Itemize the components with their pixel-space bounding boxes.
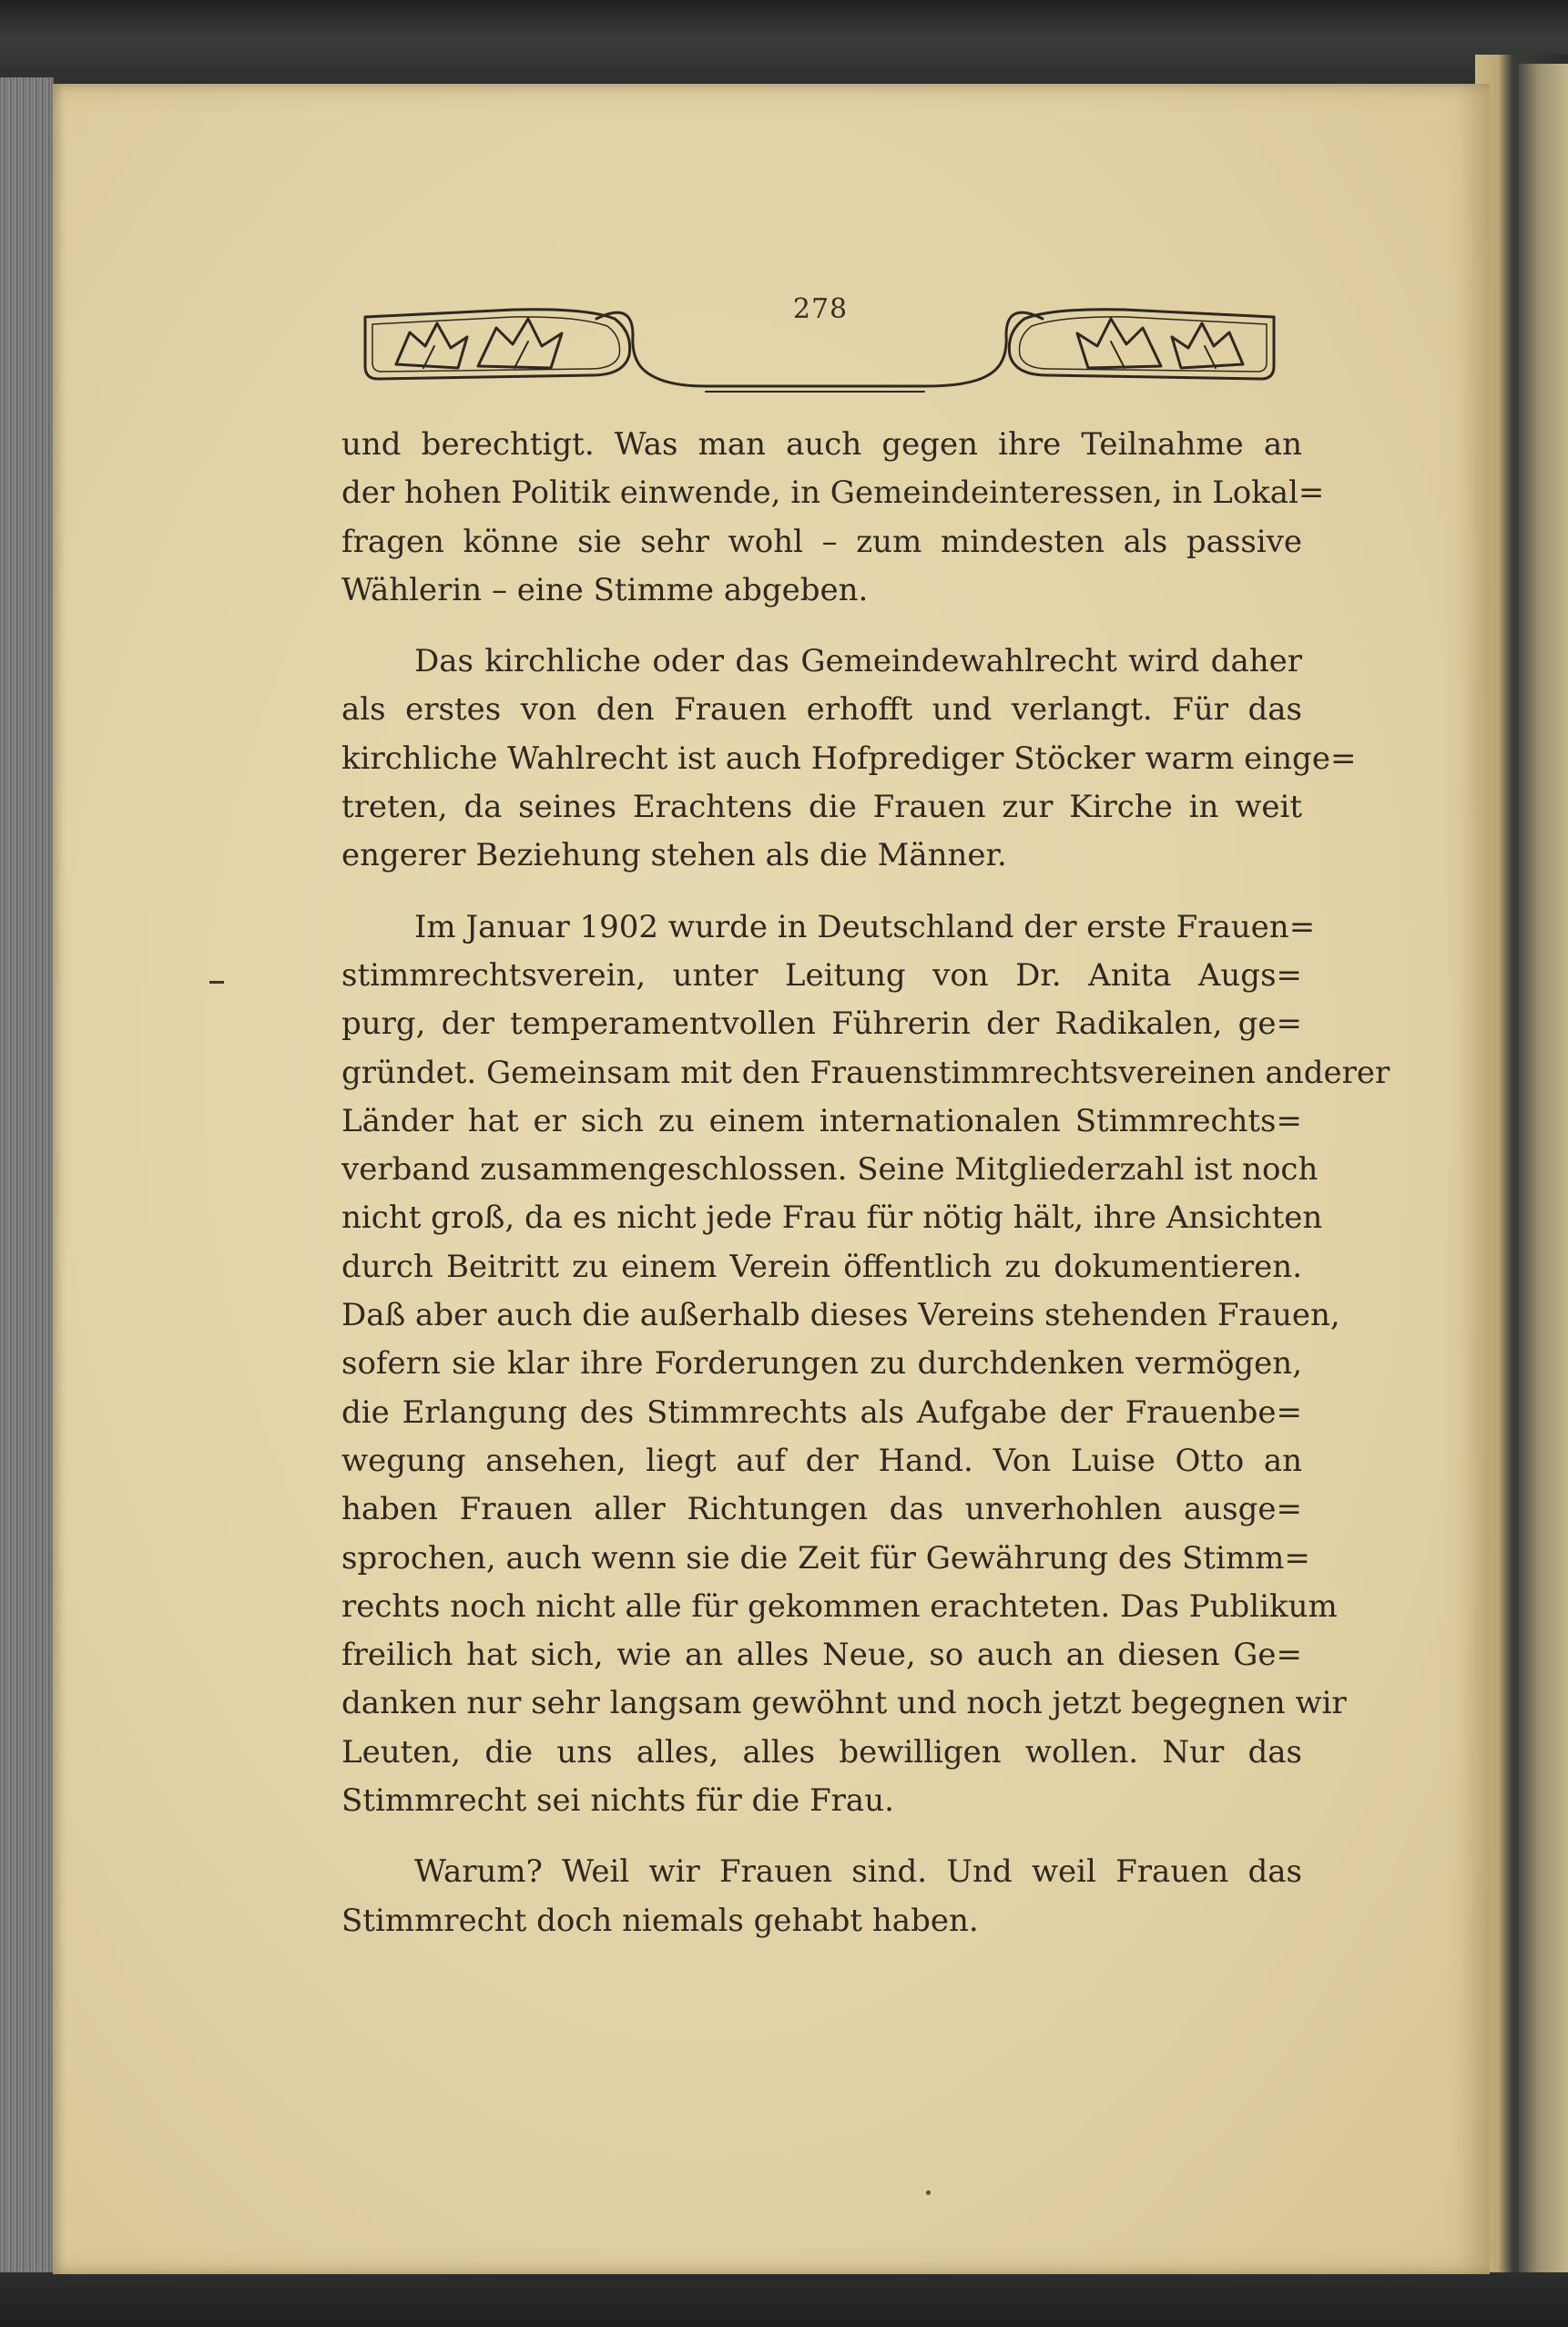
text-line: treten, da seines Erachtens die Frauen zur Kirche in weit <box>341 789 1302 826</box>
body-text <box>341 421 1390 1945</box>
paragraph <box>341 638 1357 880</box>
text-line: kirchliche Wahlrecht ist auch Hofprediger Stöcker warm einge= <box>341 740 1357 777</box>
text-line: Wählerin – eine Stimme abgeben. <box>341 571 869 608</box>
text-line: wegung ansehen, liegt auf der Hand. Von Luise Otto an <box>341 1442 1302 1479</box>
text-line: nicht groß, da es nicht jede Frau für nötig hält, ihre Ansichten <box>341 1199 1323 1237</box>
paragraph <box>341 1848 1302 1945</box>
page-number: 278 <box>792 293 849 325</box>
paragraph <box>341 903 1390 1826</box>
paragraph <box>341 421 1325 615</box>
margin-mark <box>209 981 224 984</box>
text-line: rechts noch nicht alle für gekommen erachteten. Das Publikum <box>341 1587 1338 1625</box>
text-line: Daß aber auch die außerhalb dieses Vereins stehenden Frauen, <box>341 1297 1340 1334</box>
text-line: die Erlangung des Stimmrechts als Aufgabe der Frauenbe= <box>341 1393 1302 1431</box>
text-line: engerer Beziehung stehen als die Männer. <box>341 837 1007 874</box>
next-page-edge <box>1519 64 1568 2277</box>
text-line: Im Januar 1902 wurde in Deutschland der erste Frauen= <box>414 908 1316 945</box>
text-line: Stimmrecht sei nichts für die Frau. <box>341 1782 894 1820</box>
text-line: stimmrechtsverein, unter Leitung von Dr. Anita Augs= <box>341 956 1302 994</box>
text-line: Das kirchliche oder das Gemeindewahlrecht wird daher <box>414 643 1302 680</box>
text-line: fragen könne sie sehr wohl – zum mindesten als passive <box>341 523 1302 560</box>
text-line: gründet. Gemeinsam mit den Frauenstimmrechtsvereinen anderer <box>341 1054 1390 1091</box>
text-line: danken nur sehr langsam gewöhnt und noch jetzt begegnen wir <box>341 1685 1347 1722</box>
book-cover-bottom-edge <box>0 2272 1568 2327</box>
text-line: sprochen, auch wenn sie die Zeit für Gewährung des Stimm= <box>341 1539 1310 1577</box>
text-line: als erstes von den Frauen erhofft und verlangt. Für das <box>341 691 1302 729</box>
text-line: purg, der temperamentvollen Führerin der Radikalen, ge= <box>341 1005 1302 1043</box>
text-line: und berechtigt. Was man auch gegen ihre Teilnahme an <box>341 426 1302 463</box>
print-speck <box>926 2190 931 2195</box>
text-line: Stimmrecht doch niemals gehabt haben. <box>341 1902 979 1939</box>
text-line: sofern sie klar ihre Forderungen zu durchdenken vermögen, <box>341 1345 1302 1383</box>
text-line: freilich hat sich, wie an alles Neue, so auch an diesen Ge= <box>341 1637 1302 1674</box>
text-line: haben Frauen aller Richtungen das unverhohlen ausge= <box>341 1491 1302 1528</box>
text-line: Länder hat er sich zu einem internationalen Stimmrechts= <box>341 1102 1302 1139</box>
text-line: verband zusammengeschlossen. Seine Mitgliederzahl ist noch <box>341 1151 1319 1189</box>
book-cover-top-edge <box>0 0 1568 87</box>
text-line: durch Beitritt zu einem Verein öffentlich zu dokumentieren. <box>341 1248 1302 1285</box>
text-line: Warum? Weil wir Frauen sind. Und weil Frauen das <box>414 1853 1302 1891</box>
page-stack-edge <box>0 77 55 2281</box>
text-line: der hohen Politik einwende, in Gemeindeinteressen, in Lokal= <box>341 475 1325 512</box>
text-line: Leuten, die uns alles, alles bewilligen wollen. Nur das <box>341 1733 1302 1771</box>
